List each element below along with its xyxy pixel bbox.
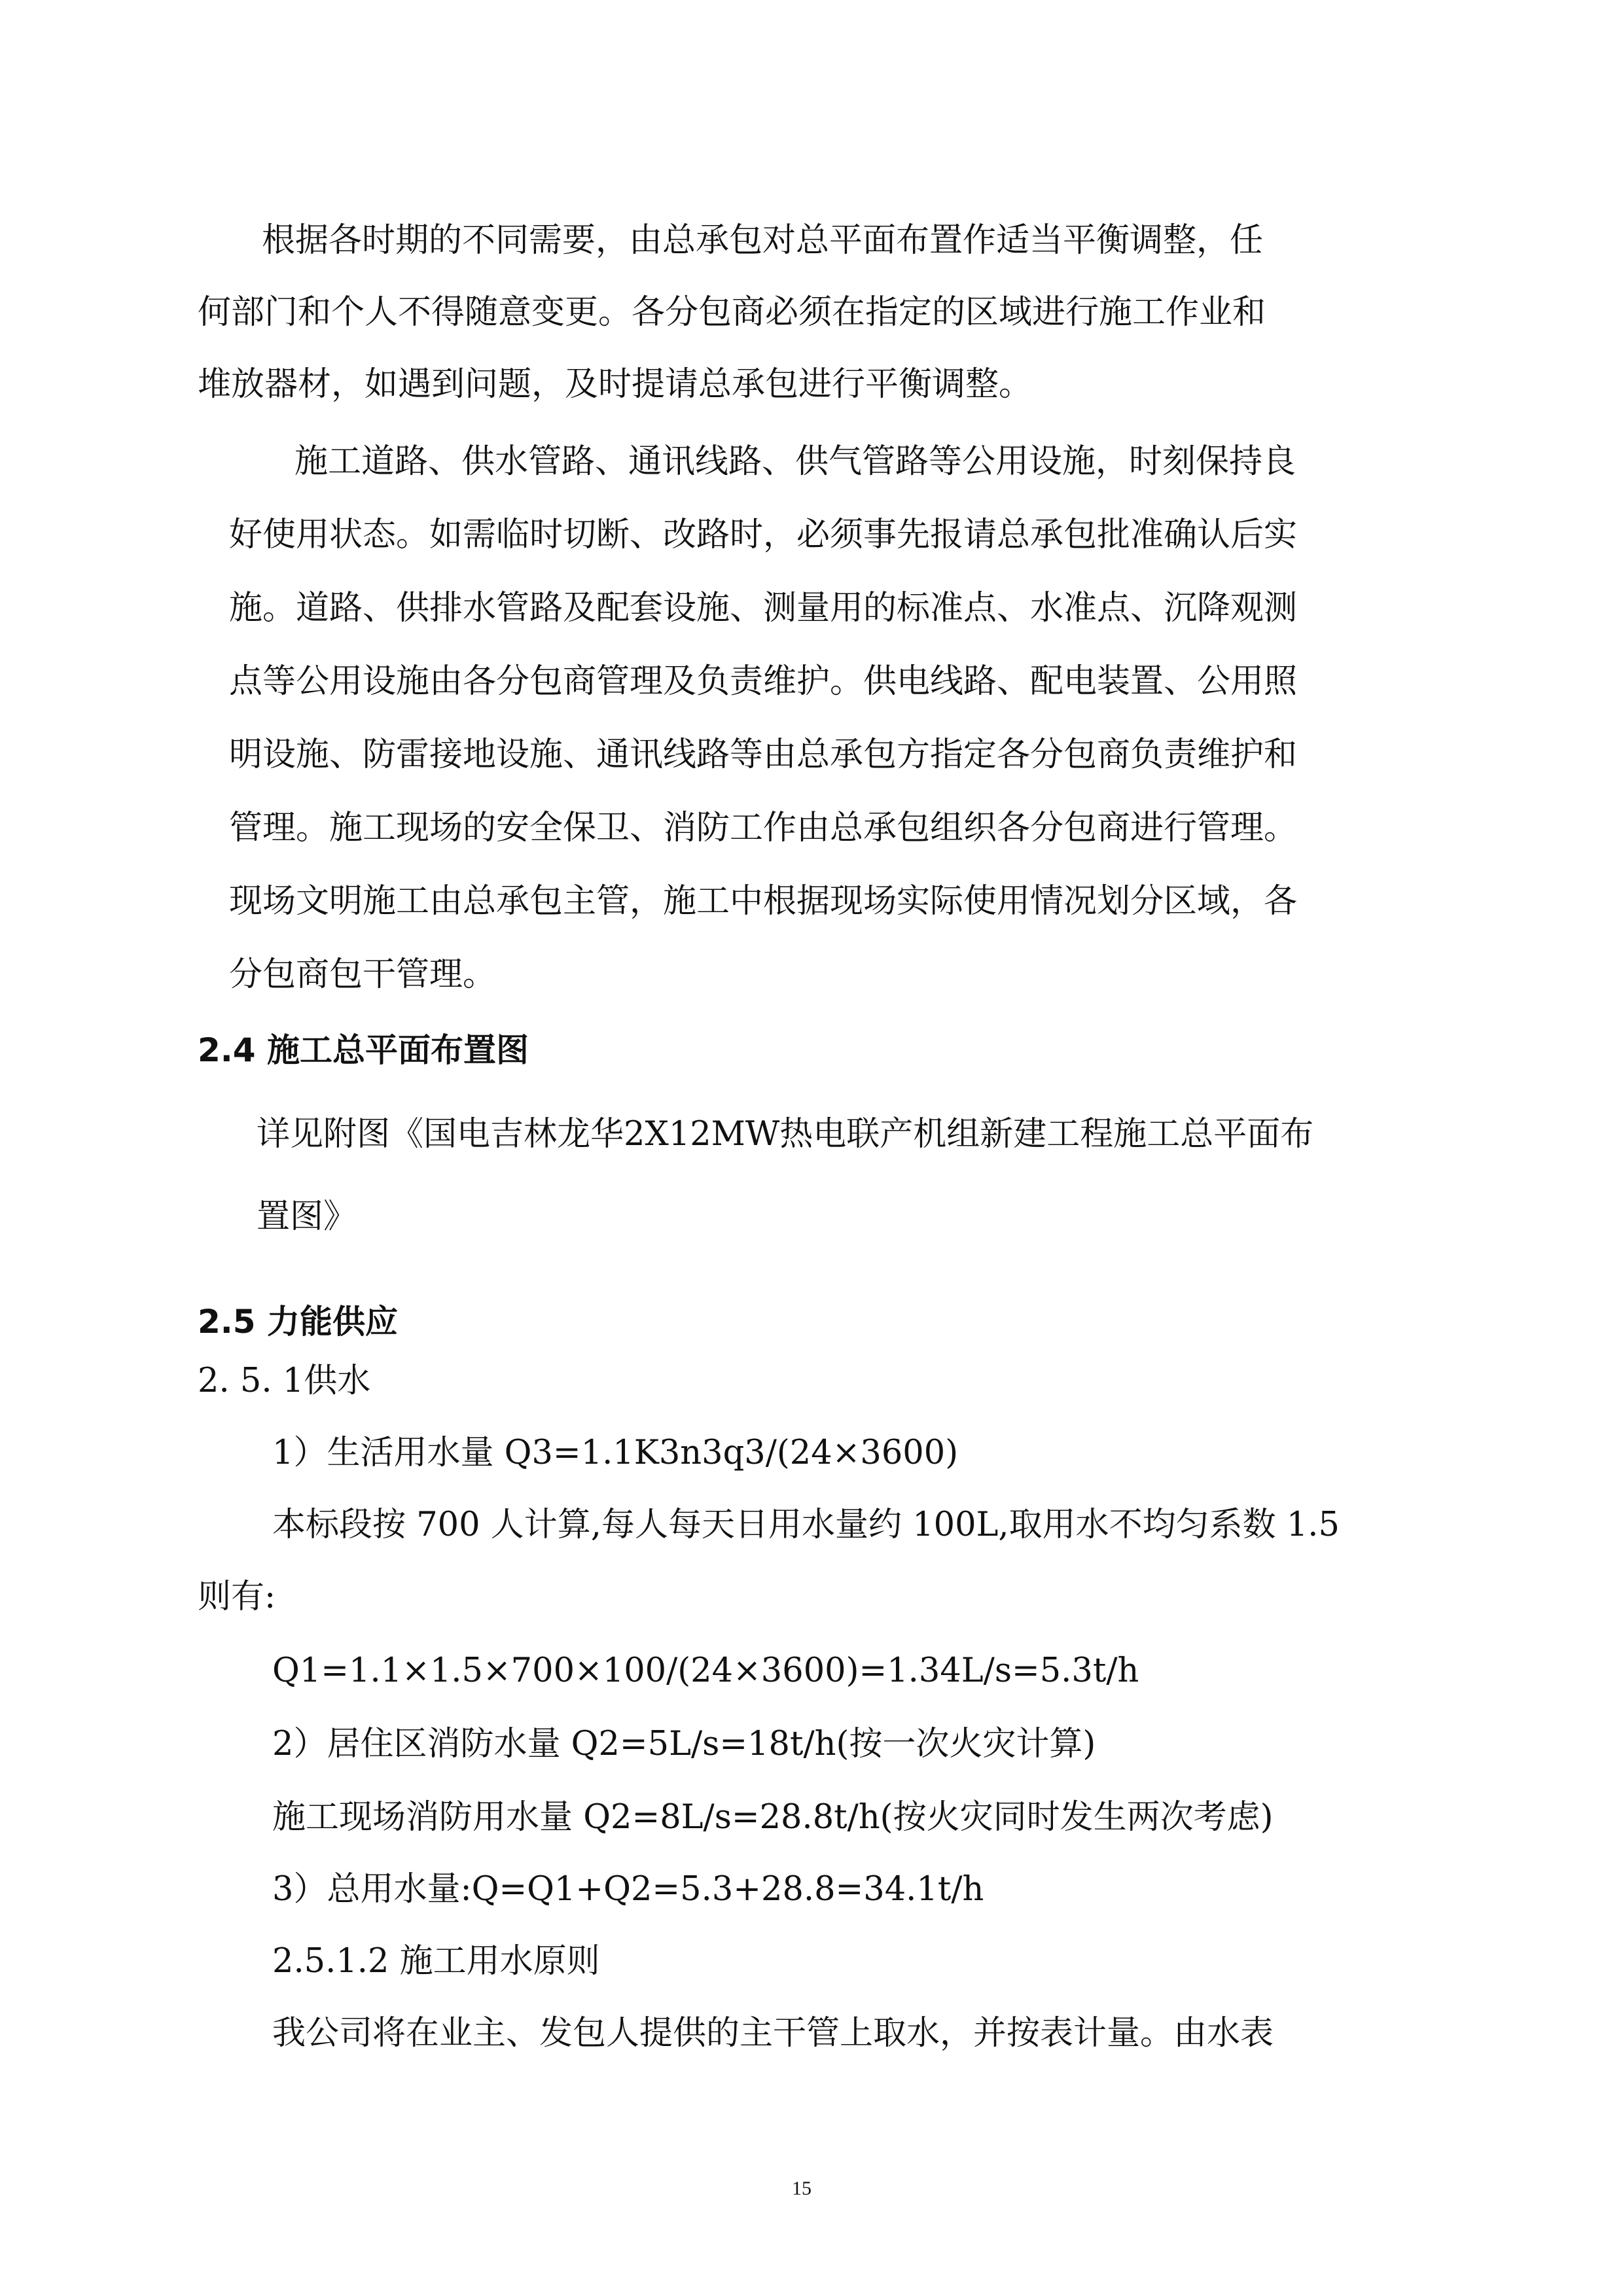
paragraph-2-line-6: 管理。施工现场的安全保卫、消防工作由总承包组织各分包商进行管理。 xyxy=(229,809,1298,847)
paragraph-2-line-4: 点等公用设施由各分包商管理及负责维护。供电线路、配电装置、公用照 xyxy=(229,662,1298,701)
paragraph-2-line-1: 施工道路、供水管路、通讯线路、供气管路等公用设施，时刻保持良 xyxy=(294,442,1296,481)
water-principle-text-line: 我公司将在业主、发包人提供的主干管上取水，并按表计量。由水表 xyxy=(272,2014,1274,2053)
paragraph-1-line-2: 何部门和个人不得随意变更。各分包商必须在指定的区域进行施工作业和 xyxy=(198,293,1266,332)
site-fire-water-line: 施工现场消防用水量 Q2=8L/s=28.8t/h(按火灾同时发生两次考虑) xyxy=(272,1798,1274,1837)
section-2-5-1-subheading: 2. 5. 1供水 xyxy=(198,1362,371,1400)
section-2-5-1-2-heading: 2.5.1.2 施工用水原则 xyxy=(272,1942,600,1981)
page-number: 15 xyxy=(792,2178,812,2199)
paragraph-2-line-2: 好使用状态。如需临时切断、改路时，必须事先报请总承包批准确认后实 xyxy=(229,516,1298,554)
calculation-basis-line: 本标段按 700 人计算,每人每天日用水量约 100L,取用水不均匀系数 1.5 xyxy=(272,1506,1340,1544)
paragraph-2-line-7: 现场文明施工由总承包主管，施工中根据现场实际使用情况划分区域，各 xyxy=(229,882,1298,921)
paragraph-1-line-3: 堆放器材，如遇到问题，及时提请总承包进行平衡调整。 xyxy=(198,365,1033,404)
section-2-4-heading: 2.4 施工总平面布置图 xyxy=(198,1031,529,1069)
paragraph-2-line-8: 分包商包干管理。 xyxy=(229,955,497,994)
section-2-4-text-line-2: 置图》 xyxy=(257,1197,357,1236)
section-2-4-text-line-1: 详见附图《国电吉林龙华2X12MW热电联产机组新建工程施工总平面布 xyxy=(257,1115,1314,1154)
residential-fire-water-line: 2）居住区消防水量 Q2=5L/s=18t/h(按一次火灾计算) xyxy=(272,1725,1096,1763)
paragraph-2-line-5: 明设施、防雷接地设施、通讯线路等由总承包方指定各分包商负责维护和 xyxy=(229,735,1298,774)
then-line: 则有: xyxy=(198,1578,276,1616)
q1-calculation-line: Q1=1.1×1.5×700×100/(24×3600)=1.34L/s=5.3t/h xyxy=(272,1651,1139,1690)
water-formula-line: 1）生活用水量 Q3=1.1K3n3q3/(24×3600) xyxy=(272,1434,959,1472)
total-water-line: 3）总用水量:Q=Q1+Q2=5.3+28.8=34.1t/h xyxy=(272,1870,984,1909)
paragraph-2-line-3: 施。道路、供排水管路及配套设施、测量用的标准点、水准点、沉降观测 xyxy=(229,589,1298,627)
paragraph-1-line-1: 根据各时期的不同需要，由总承包对总平面布置作适当平衡调整，任 xyxy=(262,221,1264,260)
section-2-5-heading: 2.5 力能供应 xyxy=(198,1303,398,1341)
